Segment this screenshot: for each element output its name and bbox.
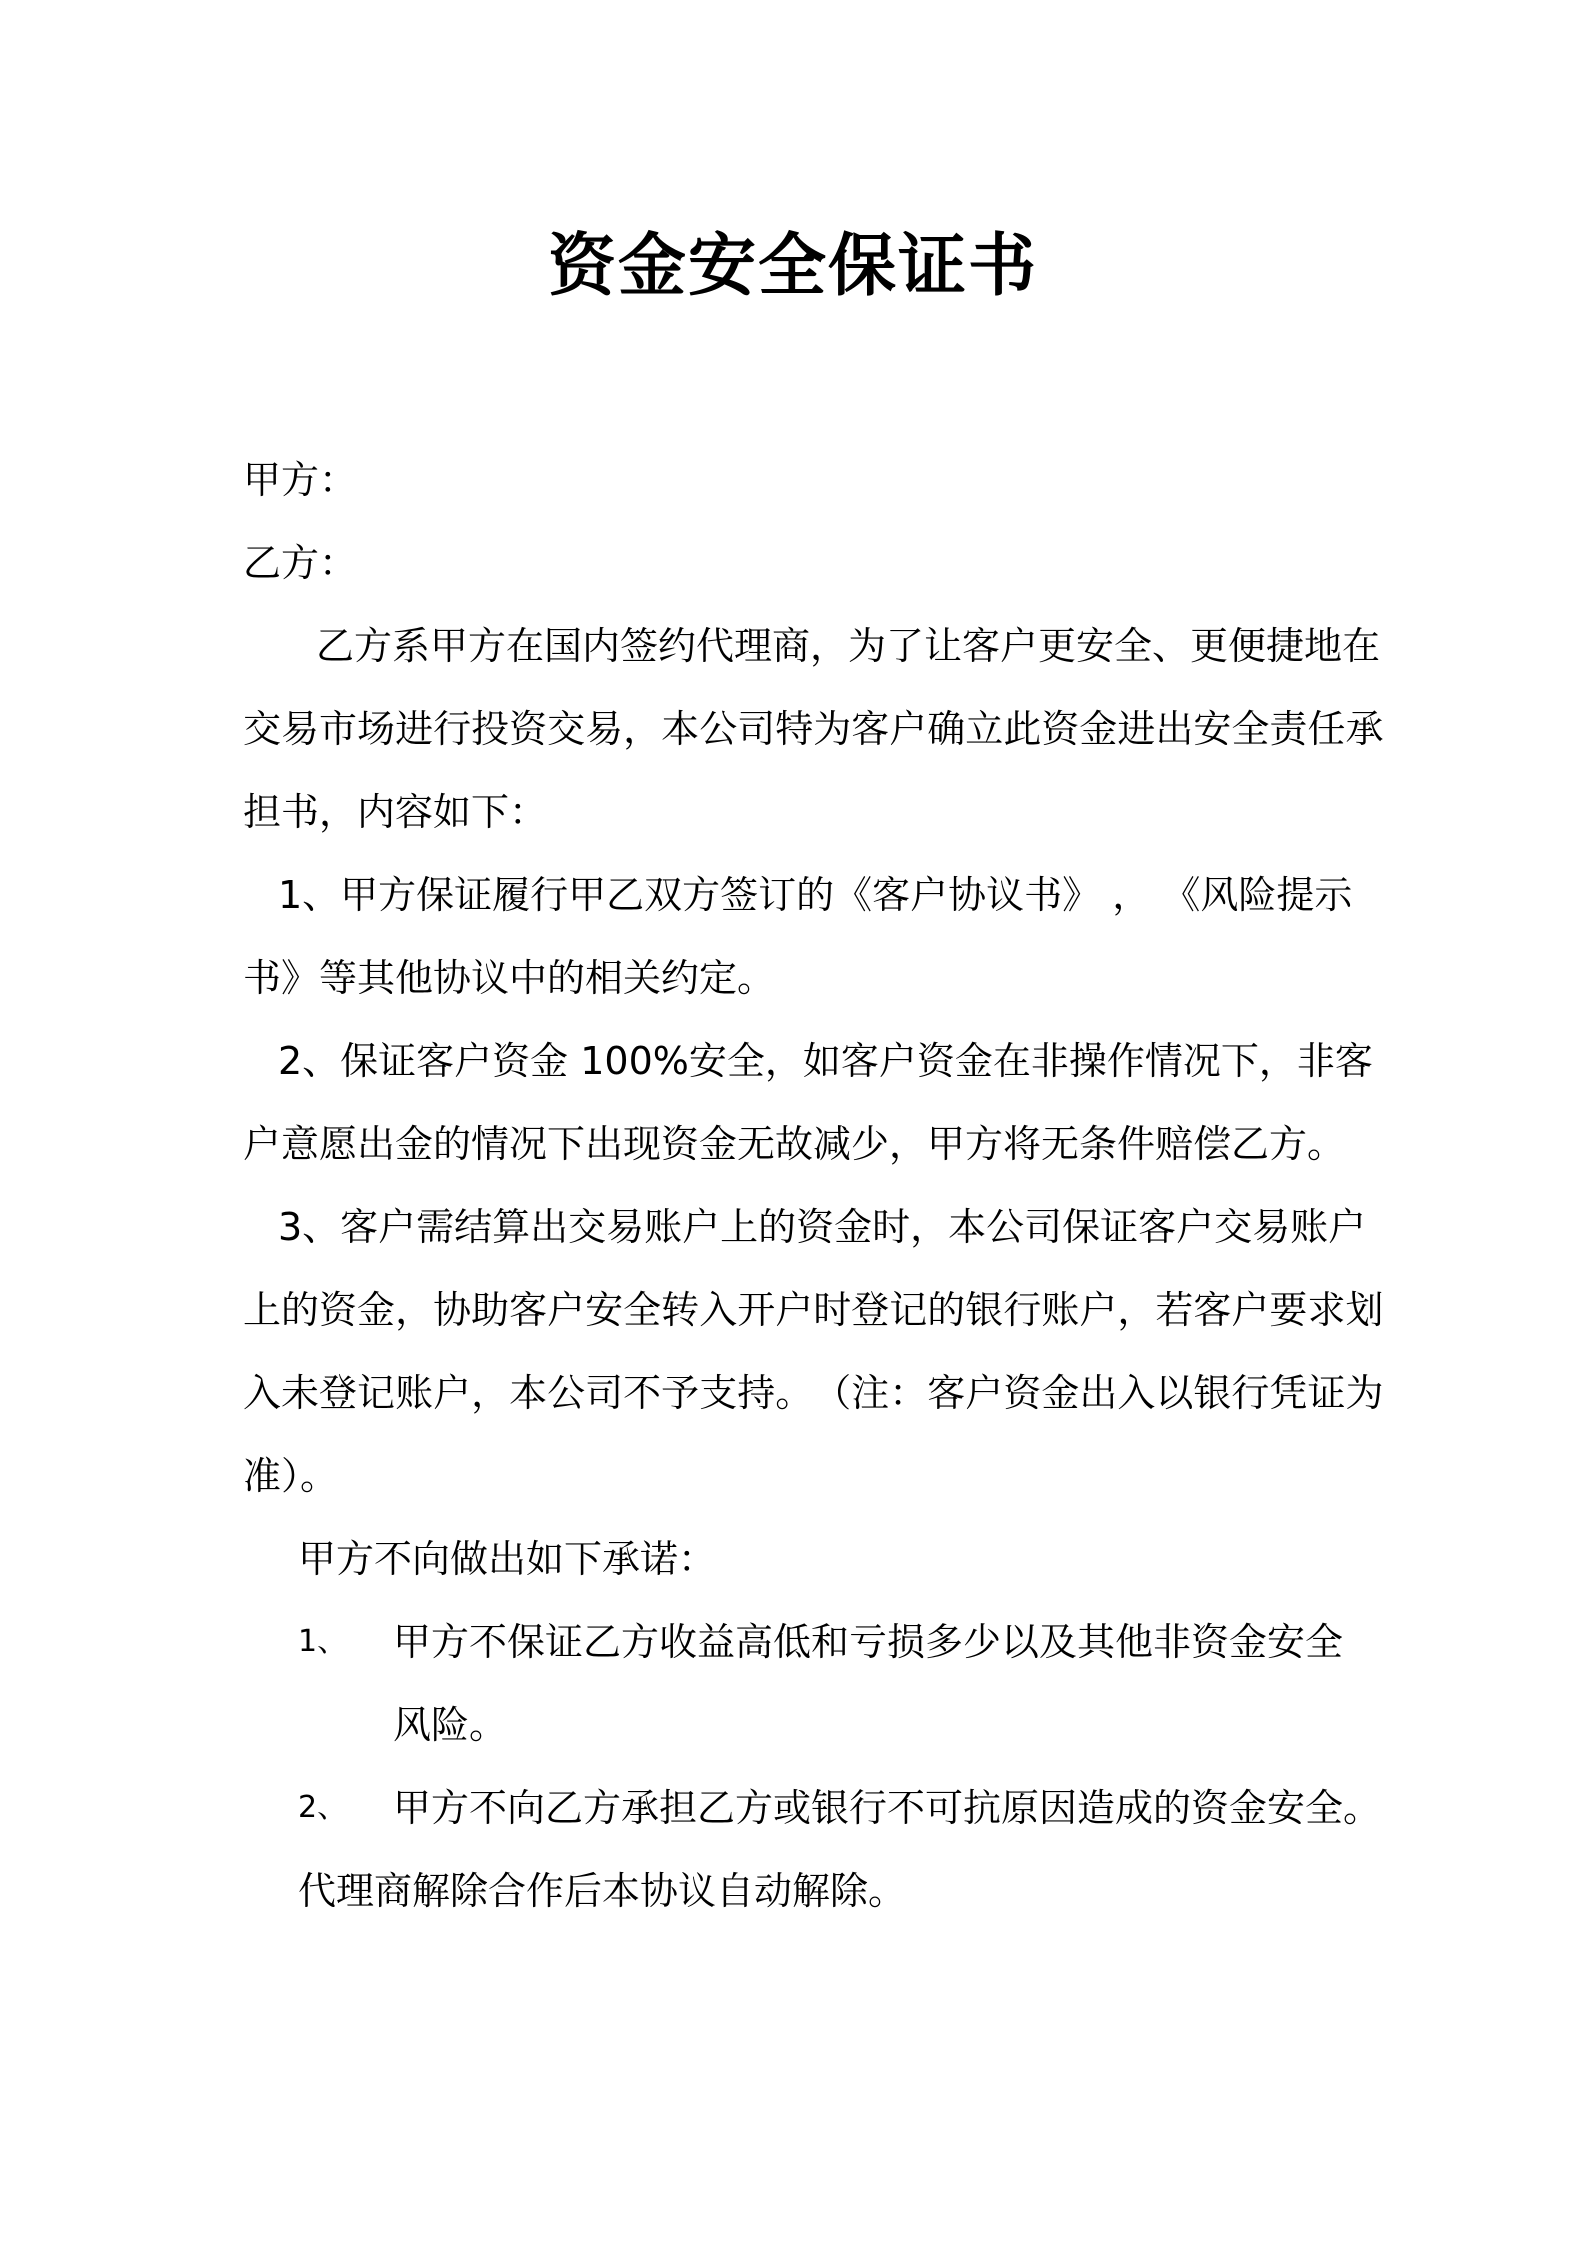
clause-2-line-1: 2、保证客户资金 100%安全，如客户资金在非操作情况下，非客 bbox=[278, 1039, 1373, 1083]
party-b-label: 乙方： bbox=[243, 541, 358, 585]
intro-line-3: 担书，内容如下： bbox=[243, 790, 548, 834]
commitment-1-line-1: 甲方不保证乙方收益高低和亏损多少以及其他非资金安全 bbox=[393, 1620, 1344, 1664]
party-a-label: 甲方： bbox=[243, 458, 358, 502]
commitment-2-line-1: 甲方不向乙方承担乙方或银行不可抗原因造成的资金安全。 bbox=[393, 1786, 1382, 1830]
clause-2-line-2: 户意愿出金的情况下出现资金无故减少，甲方将无条件赔偿乙方。 bbox=[243, 1122, 1346, 1166]
clause-1-line-1: 1、甲方保证履行甲乙双方签订的《客户协议书》 ， 《风险提示 bbox=[278, 873, 1353, 917]
intro-line-2: 交 易 市 场 进 行 投 资 交 易 ， 本 公 司 特 为 客 户 确 立 此 资 金 进 出 安 全 责 任 承 bbox=[243, 707, 1384, 751]
clause-3-line-1: 3、客户需结算出交易账户上的资金时，本公司保证客户交易账户 bbox=[278, 1205, 1367, 1249]
commitment-1-number: 1、 bbox=[298, 1624, 348, 1659]
clause-3-line-4: 准）。 bbox=[243, 1454, 339, 1498]
commitment-heading: 甲方不向做出如下承诺： bbox=[298, 1537, 717, 1581]
commitment-2-number: 2、 bbox=[298, 1790, 348, 1825]
document-title: 资金安全保证书 bbox=[547, 227, 1038, 306]
closing-line: 代理商解除合作后本协议自动解除。 bbox=[298, 1869, 907, 1913]
clause-3-line-2: 上 的 资 金 ， 协 助 客 户 安 全 转 入 开 户 时 登 记 的 银 行 账 户 ， 若 客 户 要 求 划 bbox=[243, 1288, 1384, 1332]
clause-1-line-2: 书》等其他协议中的相关约定。 bbox=[243, 956, 776, 1000]
clause-3-line-3: 入 未 登 记 账 户 ， 本 公 司 不 予 支 持 。 （ 注 ： 客 户 资 金 出 入 以 银 行 凭 证 为 bbox=[243, 1371, 1384, 1415]
commitment-1-line-2: 风险。 bbox=[393, 1703, 508, 1747]
intro-line-1: 乙方系甲方在国内签约代理商，为了让客户更安全、更便捷地在 bbox=[316, 624, 1381, 668]
